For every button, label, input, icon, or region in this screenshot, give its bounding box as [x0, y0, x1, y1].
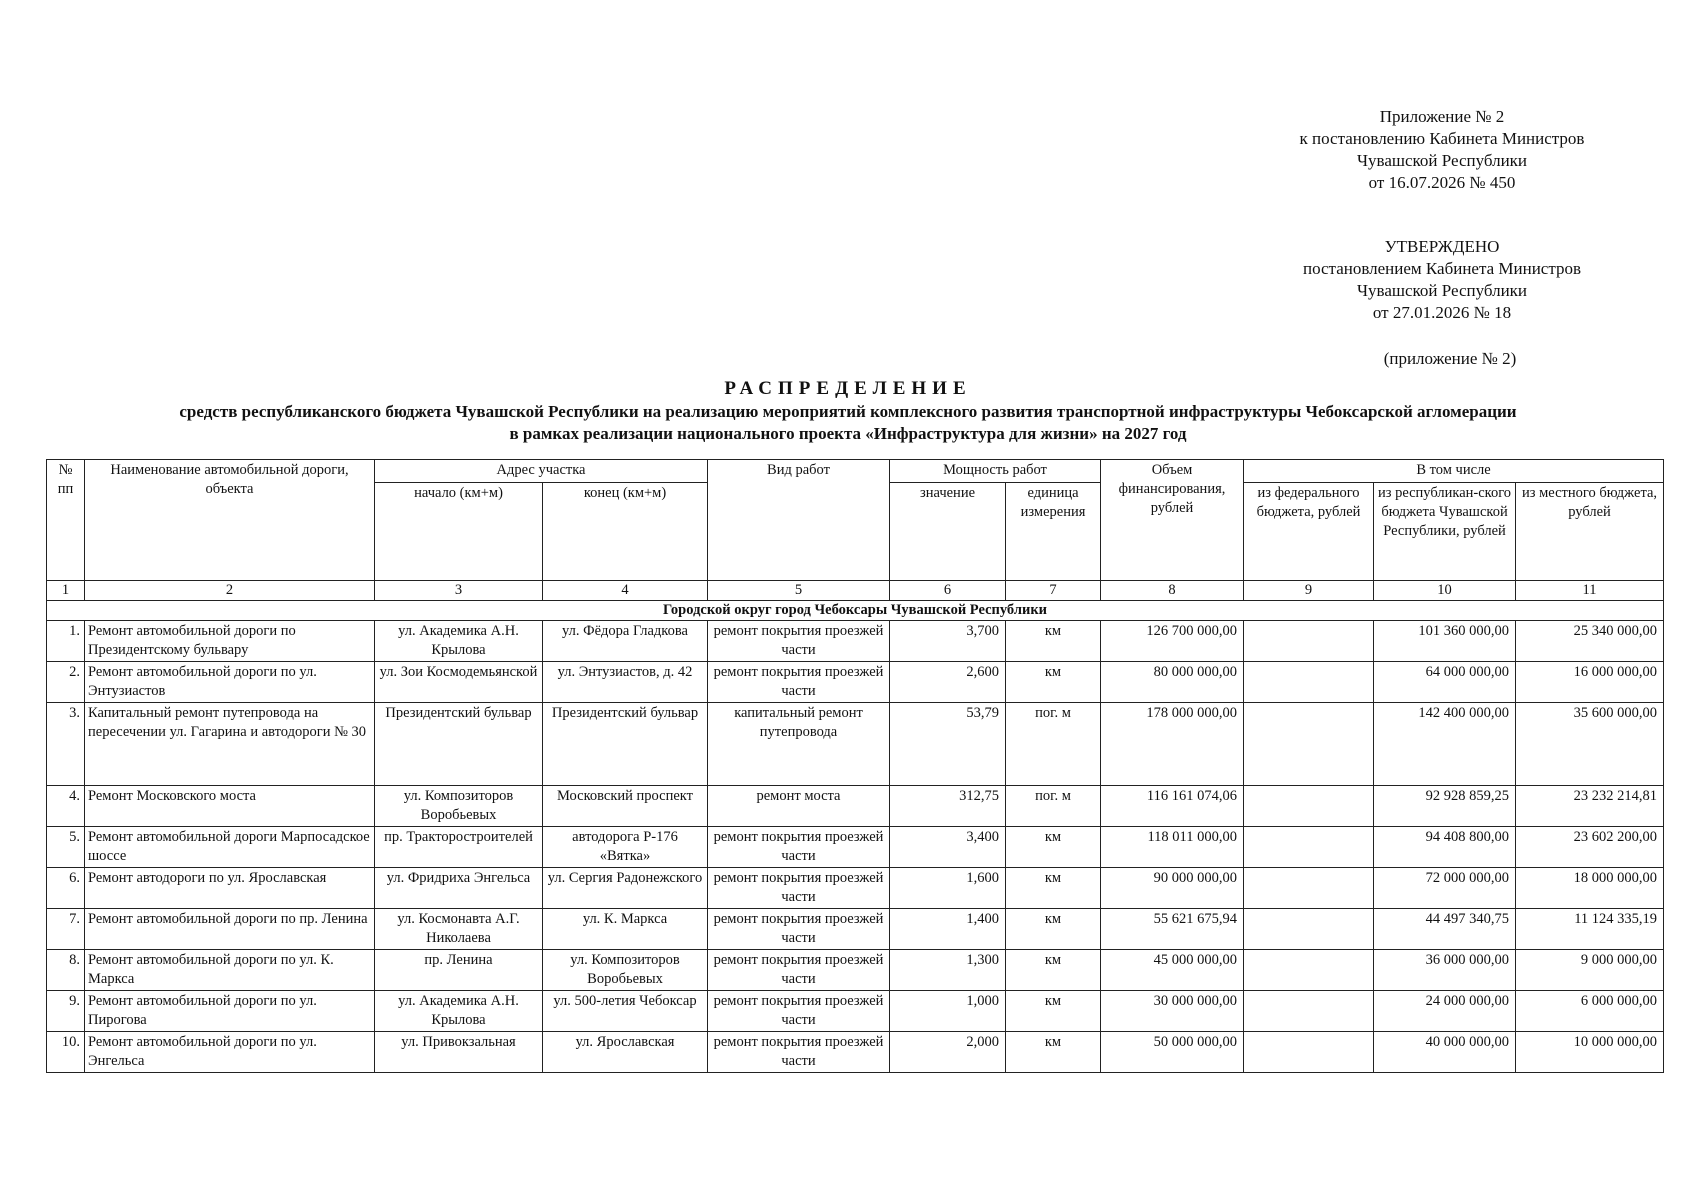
- row-number: 3.: [47, 703, 85, 786]
- road-name: Ремонт автомобильной дороги по ул. Пирогова: [85, 991, 375, 1032]
- funding-volume: 178 000 000,00: [1101, 703, 1244, 786]
- capacity-value: 1,300: [890, 950, 1006, 991]
- table-row: [47, 1032, 1664, 1073]
- funding-volume: 80 000 000,00: [1101, 662, 1244, 703]
- republic-budget: 142 400 000,00: [1374, 703, 1516, 786]
- start-address: пр. Ленина: [375, 950, 543, 991]
- capacity-unit: км: [1006, 621, 1101, 662]
- capacity-value: 1,000: [890, 991, 1006, 1032]
- federal-budget: [1244, 621, 1374, 662]
- road-name: Ремонт Московского моста: [85, 786, 375, 827]
- start-address: ул. Композиторов Воробьевых: [375, 786, 543, 827]
- road-name: Капитальный ремонт путепровода на пересечении ул. Гагарина и автодороги № 30: [85, 703, 375, 786]
- local-budget: 16 000 000,00: [1516, 662, 1664, 703]
- column-index: 6: [890, 581, 1006, 601]
- start-address: Президентский бульвар: [375, 703, 543, 786]
- capacity-value: 2,000: [890, 1032, 1006, 1073]
- header-start: начало (км+м): [375, 483, 543, 581]
- work-type: ремонт покрытия проезжей части: [708, 662, 890, 703]
- republic-budget: 101 360 000,00: [1374, 621, 1516, 662]
- appendix-line-4: от 16.07.2026 № 450: [1368, 173, 1516, 192]
- local-budget: 6 000 000,00: [1516, 991, 1664, 1032]
- road-name: Ремонт автодороги по ул. Ярославская: [85, 868, 375, 909]
- work-type: ремонт покрытия проезжей части: [708, 1032, 890, 1073]
- column-index: 11: [1516, 581, 1664, 601]
- header-end: конец (км+м): [543, 483, 708, 581]
- header-capacity: Мощность работ: [890, 460, 1101, 483]
- federal-budget: [1244, 950, 1374, 991]
- road-name: Ремонт автомобильной дороги по ул. Энгельса: [85, 1032, 375, 1073]
- capacity-value: 312,75: [890, 786, 1006, 827]
- road-name: Ремонт автомобильной дороги по Президентскому бульвару: [85, 621, 375, 662]
- end-address: ул. 500-летия Чебоксар: [543, 991, 708, 1032]
- capacity-unit: км: [1006, 991, 1101, 1032]
- appendix-note: (приложение № 2): [1383, 349, 1517, 368]
- header-value: значение: [890, 483, 1006, 581]
- row-number: 4.: [47, 786, 85, 827]
- row-number: 6.: [47, 868, 85, 909]
- column-index-row: [47, 581, 1664, 601]
- header-republic: из республикан-ского бюджета Чувашской Республики, рублей: [1374, 483, 1516, 581]
- column-index: 7: [1006, 581, 1101, 601]
- capacity-unit: пог. м: [1006, 703, 1101, 786]
- appendix-line-1: Приложение № 2: [1379, 107, 1505, 126]
- federal-budget: [1244, 909, 1374, 950]
- funding-volume: 126 700 000,00: [1101, 621, 1244, 662]
- column-index: 4: [543, 581, 708, 601]
- work-type: ремонт покрытия проезжей части: [708, 950, 890, 991]
- end-address: ул. Ярославская: [543, 1032, 708, 1073]
- local-budget: 11 124 335,19: [1516, 909, 1664, 950]
- republic-budget: 44 497 340,75: [1374, 909, 1516, 950]
- capacity-unit: км: [1006, 909, 1101, 950]
- title-line-2: в рамках реализации национального проекта «Инфраструктура для жизни» на 2027 год: [509, 424, 1187, 443]
- column-index: 9: [1244, 581, 1374, 601]
- work-type: ремонт покрытия проезжей части: [708, 991, 890, 1032]
- header-name: Наименование автомобильной дороги, объекта: [85, 460, 375, 581]
- column-index: 8: [1101, 581, 1244, 601]
- republic-budget: 64 000 000,00: [1374, 662, 1516, 703]
- funding-volume: 118 011 000,00: [1101, 827, 1244, 868]
- funding-volume: 116 161 074,06: [1101, 786, 1244, 827]
- work-type: ремонт моста: [708, 786, 890, 827]
- header-federal: из федерального бюджета, рублей: [1244, 483, 1374, 581]
- republic-budget: 72 000 000,00: [1374, 868, 1516, 909]
- header-including: В том числе: [1244, 460, 1664, 483]
- end-address: ул. Фёдора Гладкова: [543, 621, 708, 662]
- federal-budget: [1244, 827, 1374, 868]
- table-row: [47, 662, 1664, 703]
- capacity-unit: пог. м: [1006, 786, 1101, 827]
- capacity-unit: км: [1006, 827, 1101, 868]
- table-row: [47, 827, 1664, 868]
- capacity-value: 53,79: [890, 703, 1006, 786]
- appendix-line-3: Чувашской Республики: [1356, 151, 1528, 170]
- column-index: 1: [47, 581, 85, 601]
- funding-volume: 90 000 000,00: [1101, 868, 1244, 909]
- local-budget: 9 000 000,00: [1516, 950, 1664, 991]
- funding-volume: 30 000 000,00: [1101, 991, 1244, 1032]
- table-row: [47, 868, 1664, 909]
- title-line-1: средств республиканского бюджета Чувашской Республики на реализацию мероприятий комплексного развития транспортной инфраструктуры Чебоксарской агломерации: [179, 402, 1517, 421]
- table-row: [47, 786, 1664, 827]
- local-budget: 23 232 214,81: [1516, 786, 1664, 827]
- republic-budget: 94 408 800,00: [1374, 827, 1516, 868]
- work-type: ремонт покрытия проезжей части: [708, 827, 890, 868]
- approved-block: [1262, 236, 1622, 324]
- row-number: 2.: [47, 662, 85, 703]
- capacity-unit: км: [1006, 1032, 1101, 1073]
- end-address: ул. К. Маркса: [543, 909, 708, 950]
- start-address: ул. Зои Космодемьянской: [375, 662, 543, 703]
- funding-volume: 50 000 000,00: [1101, 1032, 1244, 1073]
- end-address: ул. Сергия Радонежского: [543, 868, 708, 909]
- end-address: ул. Энтузиастов, д. 42: [543, 662, 708, 703]
- header-unit: единица измерения: [1006, 483, 1101, 581]
- row-number: 5.: [47, 827, 85, 868]
- republic-budget: 24 000 000,00: [1374, 991, 1516, 1032]
- end-address: ул. Композиторов Воробьевых: [543, 950, 708, 991]
- end-address: автодорога Р-176 «Вятка»: [543, 827, 708, 868]
- row-number: 9.: [47, 991, 85, 1032]
- table-row: [47, 703, 1664, 786]
- capacity-unit: км: [1006, 868, 1101, 909]
- row-number: 10.: [47, 1032, 85, 1073]
- federal-budget: [1244, 1032, 1374, 1073]
- work-type: ремонт покрытия проезжей части: [708, 909, 890, 950]
- appendix-line-2: к постановлению Кабинета Министров: [1299, 129, 1585, 148]
- capacity-value: 1,400: [890, 909, 1006, 950]
- federal-budget: [1244, 868, 1374, 909]
- local-budget: 10 000 000,00: [1516, 1032, 1664, 1073]
- republic-budget: 40 000 000,00: [1374, 1032, 1516, 1073]
- table-row: [47, 950, 1664, 991]
- row-number: 7.: [47, 909, 85, 950]
- header-local: из местного бюджета, рублей: [1516, 483, 1664, 581]
- federal-budget: [1244, 662, 1374, 703]
- federal-budget: [1244, 786, 1374, 827]
- federal-budget: [1244, 703, 1374, 786]
- start-address: ул. Фридриха Энгельса: [375, 868, 543, 909]
- column-index: 5: [708, 581, 890, 601]
- road-name: Ремонт автомобильной дороги по ул. К. Маркса: [85, 950, 375, 991]
- approved-line-3: Чувашской Республики: [1356, 281, 1528, 300]
- start-address: ул. Академика А.Н. Крылова: [375, 621, 543, 662]
- section-row: [47, 601, 1664, 621]
- local-budget: 23 602 200,00: [1516, 827, 1664, 868]
- road-name: Ремонт автомобильной дороги по пр. Ленина: [85, 909, 375, 950]
- column-index: 2: [85, 581, 375, 601]
- local-budget: 35 600 000,00: [1516, 703, 1664, 786]
- header-work-type: Вид работ: [708, 460, 890, 581]
- approved-line-1: УТВЕРЖДЕНО: [1384, 237, 1500, 256]
- work-type: ремонт покрытия проезжей части: [708, 621, 890, 662]
- end-address: Московский проспект: [543, 786, 708, 827]
- republic-budget: 92 928 859,25: [1374, 786, 1516, 827]
- row-number: 1.: [47, 621, 85, 662]
- section-title: Городской округ город Чебоксары Чувашской Республики: [47, 601, 1664, 621]
- header-volume: Объем финансирования, рублей: [1101, 460, 1244, 581]
- approved-line-2: постановлением Кабинета Министров: [1302, 259, 1582, 278]
- start-address: ул. Привокзальная: [375, 1032, 543, 1073]
- end-address: Президентский бульвар: [543, 703, 708, 786]
- local-budget: 18 000 000,00: [1516, 868, 1664, 909]
- column-index: 10: [1374, 581, 1516, 601]
- column-index: 3: [375, 581, 543, 601]
- distribution-table: [46, 459, 1664, 1073]
- appendix-block: [1262, 106, 1622, 194]
- road-name: Ремонт автомобильной дороги Марпосадское шоссе: [85, 827, 375, 868]
- row-number: 8.: [47, 950, 85, 991]
- work-type: ремонт покрытия проезжей части: [708, 868, 890, 909]
- table-row: [47, 909, 1664, 950]
- capacity-value: 1,600: [890, 868, 1006, 909]
- capacity-value: 3,400: [890, 827, 1006, 868]
- capacity-value: 3,700: [890, 621, 1006, 662]
- start-address: пр. Тракторостроителей: [375, 827, 543, 868]
- start-address: ул. Космонавта А.Г. Николаева: [375, 909, 543, 950]
- road-name: Ремонт автомобильной дороги по ул. Энтузиастов: [85, 662, 375, 703]
- funding-volume: 45 000 000,00: [1101, 950, 1244, 991]
- local-budget: 25 340 000,00: [1516, 621, 1664, 662]
- start-address: ул. Академика А.Н. Крылова: [375, 991, 543, 1032]
- table-row: [47, 621, 1664, 662]
- capacity-unit: км: [1006, 662, 1101, 703]
- approved-line-4: от 27.01.2026 № 18: [1372, 303, 1512, 322]
- republic-budget: 36 000 000,00: [1374, 950, 1516, 991]
- federal-budget: [1244, 991, 1374, 1032]
- table-row: [47, 991, 1664, 1032]
- work-type: капитальный ремонт путепровода: [708, 703, 890, 786]
- header-address: Адрес участка: [375, 460, 708, 483]
- title-heading: РАСПРЕДЕЛЕНИЕ: [724, 378, 972, 399]
- table-body: [47, 621, 1664, 1073]
- funding-volume: 55 621 675,94: [1101, 909, 1244, 950]
- capacity-unit: км: [1006, 950, 1101, 991]
- header-num: № пп: [47, 460, 85, 581]
- capacity-value: 2,600: [890, 662, 1006, 703]
